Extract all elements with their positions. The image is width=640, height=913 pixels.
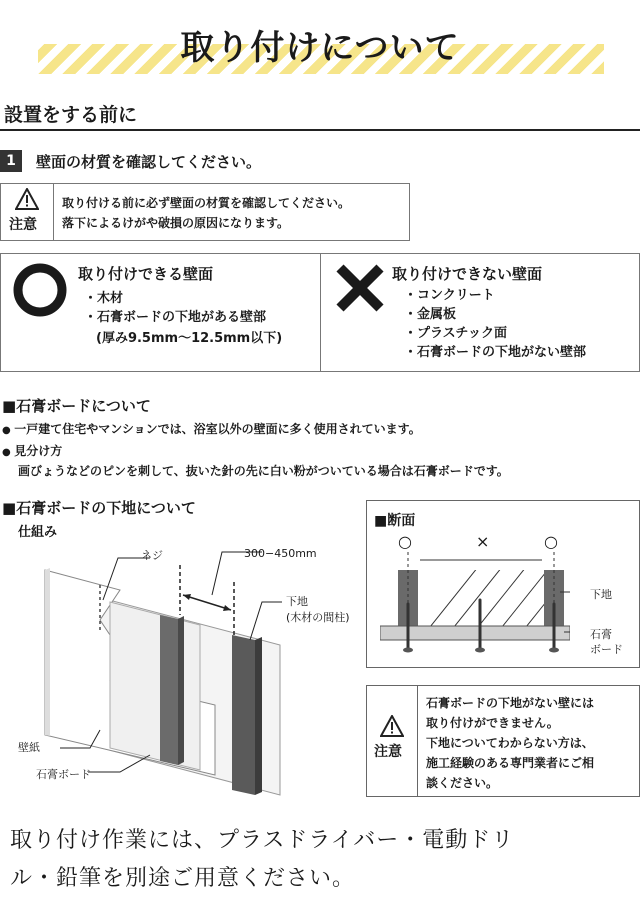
base-sub-label: (木材の間柱): [286, 611, 350, 624]
ok-item: ・ 木材: [84, 289, 266, 308]
warning-triangle-icon: [380, 715, 404, 737]
section-divider: [0, 129, 640, 131]
ng-mark: ×: [476, 532, 490, 551]
wall-structure-diagram: [0, 540, 360, 800]
warning-line: 落下によるけがや破損の原因になります。: [62, 216, 290, 230]
spacing-label: 300−450mm: [244, 547, 317, 560]
gypsum-bullet-usage: ● 一戸建て住宅やマンションでは、浴室以外の壁面に多く使用されています。: [2, 420, 421, 437]
page-title: 取り付けについて: [180, 28, 460, 68]
base-heading: ■ 石膏ボードの下地について: [2, 497, 196, 518]
ng-item: ・ コンクリート: [404, 286, 586, 305]
note-text: [426, 693, 594, 793]
gypsum-identify-text: 画びょうなどのピンを刺して、抜いた針の先に白い粉がついている場合は石膏ボードです。: [18, 464, 509, 478]
warning-triangle-icon: [15, 188, 39, 210]
cross-board-label-2: ボード: [590, 643, 623, 656]
screw-label: ネジ: [141, 549, 163, 562]
ok-thickness-note: (厚み9.5mm〜12.5mm以下): [96, 331, 283, 346]
note-line: 下地についてわからない方は、: [426, 736, 594, 750]
note-line: 談ください。: [426, 776, 499, 790]
wallpaper-label: 壁紙: [18, 741, 40, 754]
note-line: 取り付けができません。: [426, 716, 559, 730]
ng-item: ・ 金属板: [404, 305, 586, 324]
note-icon-cell: [366, 685, 418, 797]
step-number: 1: [0, 150, 22, 172]
ok-list: [84, 289, 266, 327]
cross-section-heading: ■ 断面: [374, 510, 415, 530]
footer-line: ル・鉛筆を別途ご用意ください。: [10, 866, 356, 891]
warning-line: 取り付ける前に必ず壁面の材質を確認してください。: [62, 196, 351, 210]
ok-item: ・ 石膏ボードの下地がある壁部: [84, 308, 266, 327]
gypsum-bullet-identify: ● 見分け方: [2, 442, 62, 459]
step-text: 壁面の材質を確認してください。: [36, 153, 262, 171]
base-label: 下地: [286, 595, 308, 608]
cross-section-diagram: [380, 552, 570, 658]
warning-icon-cell: [0, 183, 54, 241]
cross-ng-icon: [334, 262, 386, 314]
compare-divider: [320, 253, 321, 372]
ng-heading: 取り付けできない壁面: [392, 265, 543, 283]
cross-board-label-1: 石膏: [590, 628, 612, 641]
warning-text: [62, 193, 350, 233]
ok-mark-left: ○: [398, 532, 412, 551]
cross-base-label: 下地: [590, 588, 612, 601]
structure-label: 仕組み: [18, 525, 58, 540]
ng-item: ・ プラスチック面: [404, 324, 586, 343]
note-line: 施工経験のある専門業者にご相: [426, 756, 595, 770]
footer-line: 取り付け作業には、プラスドライバー・電動ドリ: [10, 828, 515, 853]
warning-label: 注意: [9, 217, 37, 233]
ok-mark-right: ○: [544, 532, 558, 551]
circle-ok-icon: [12, 262, 68, 318]
section-title: 設置をする前に: [4, 104, 138, 126]
board-label: 石膏ボード: [36, 768, 91, 781]
ng-item: ・ 石膏ボードの下地がない壁部: [404, 343, 586, 362]
footer-note: [10, 822, 630, 898]
note-label: 注意: [374, 744, 402, 760]
note-line: 石膏ボードの下地がない壁には: [426, 696, 595, 710]
gypsum-heading: ■ 石膏ボードについて: [2, 395, 151, 416]
ok-heading: 取り付けできる壁面: [78, 265, 214, 283]
ng-list: [404, 286, 586, 362]
